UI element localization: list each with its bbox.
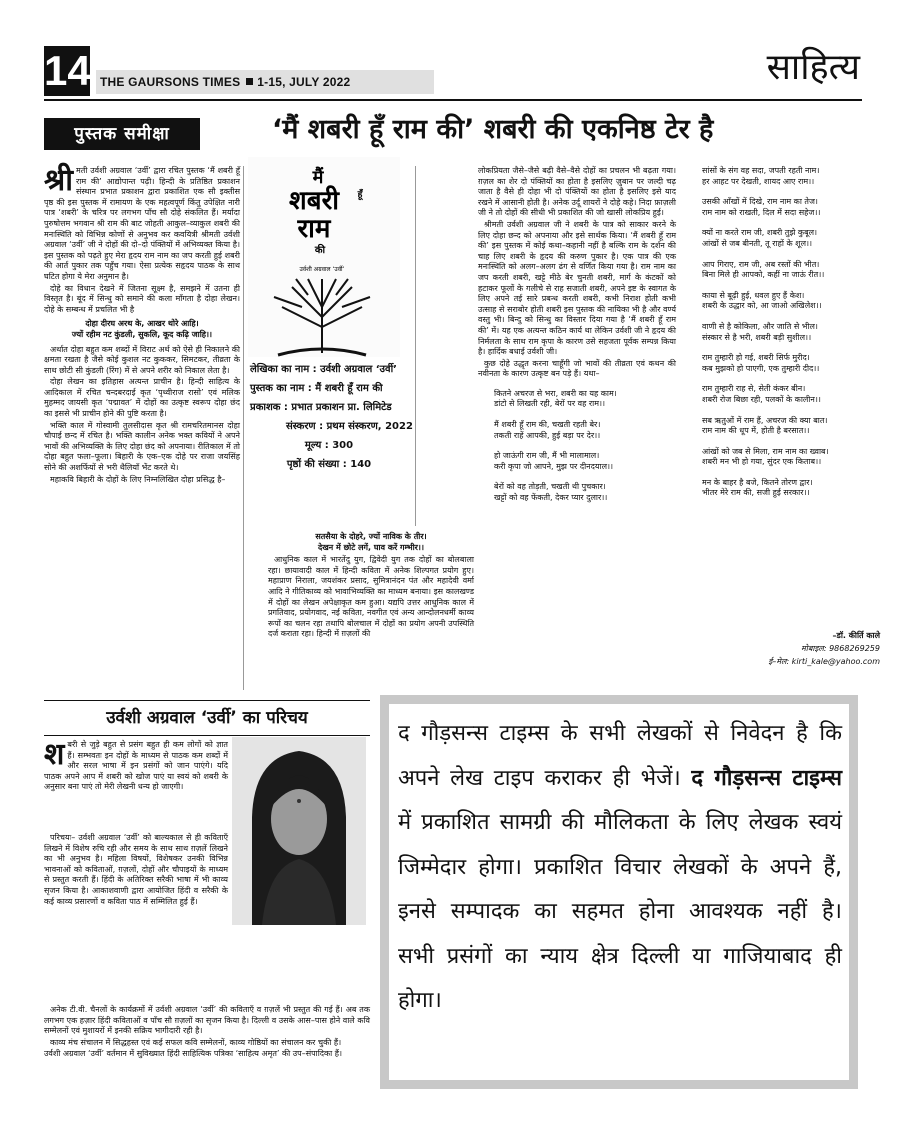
paragraph: कुछ दोहे उद्धृत करना चाहूँगी जो भावों की तीव्रता एवं कथन की नवीनता के कारण उत्कृष्ट बन पड़े हैं। यथा– — [478, 358, 676, 379]
verse: राम तुम्हारी राह से, सेती कंकर बीन। शबरी रोज बिछा रही, पलकों के कालीन।। — [702, 384, 821, 404]
author-portrait-image — [232, 737, 366, 925]
verse: मैं शबरी हूँ राम की, चखती रहती बेर। तकती राहें आपकी, हुई बड़ा पर देर।। — [494, 420, 601, 440]
quoted-couplet: दोहा दीरघ अरथ के, आखर थोरे आहि। ज्यों रहीम नट कुंडली, सुकलि, कूद कढ़ि जाहि।। — [71, 319, 213, 339]
cover-title-5: की — [314, 245, 326, 256]
square-bullet-icon — [246, 78, 253, 85]
issue-date: 1-15, JULY 2022 — [257, 75, 351, 89]
reviewer-name: –डॉ. कीर्ति काले — [832, 631, 880, 640]
verse: बेरों को वह तोड़ती, चखती थी पुचकार। खट्टों को वह फेंकती, देकर प्यार दुलार।। — [494, 482, 608, 503]
verse: आंखों को जब से मिला, राम नाम का ख्वाब। शबरी मन भी हो गया, सुंदर एक किताब।। — [702, 446, 829, 467]
bio-text — [44, 737, 228, 794]
paragraph: महाकवि बिहारी के दोहों के लिए निम्नलिखित दोहा प्रसिद्ध है– — [50, 474, 226, 484]
quoted-couplet: सतसैया के दोहरे, ज्यों नाविक के तीर। देखन में छोटे लगें, घाव करें गम्भीर।। — [315, 532, 427, 552]
review-column-4 — [702, 166, 872, 509]
paragraph: श्रीमती उर्वशी अग्रवाल जी ने शबरी के पात्र को साकार करने के लिए दोहा छन्द को अपनाया और इसे सार्थक किया। ‘मैं शबरी हूँ राम की’ इस पुस्तक में कोई कथा–कहानी नहीं है बल्कि राम के दर्शन की चाह लिए शबरी के हृदय की करुण पुकार है। एक पात्र की एक मनःस्थिति को अलग–अलग ढंग से वर्णित किया गया है। राम नाम का जप करती शबरी, खट्टे मीठे बेर चुनती शबरी, मार्ग के कंटकों को हटाकर फूलों के गलीचे से राह सजाती शबरी, अपने इष्ट के स्वागत के लिए अपने तई सारे प्रबन्ध करती शबरी, कभी निराश होती कभी उत्साह से सराबोर होती शबरी इस पुस्तक की नायिका भी है और वर्ण्य वस्तु भी। बिन्दु को सिन्धु का विस्तार दिया गया है ‘मैं शबरी हूँ राम की’ में। यह एक अत्यन्त कठिन कार्य था लेकिन उर्वशी जी ने हृदय की निर्मलता के साथ राम कृपा के कारण उसे सहजता पूर्वक सम्पन्न किया है। हार्दिक बधाई उर्वशी जी। — [478, 219, 676, 357]
verse: मन के बाहर है बजे, कितने तोरण द्वार। भीतर मेरे राम की, सजी हुई सरकार।। — [702, 477, 813, 498]
verse: कितने अचरज से भरा, शबरी का यह काम। डांटो से लिखती रही, बेरों पर वह राम।। — [494, 388, 617, 409]
column-divider — [243, 166, 244, 690]
paragraph: काव्य मंच संचालन में सिद्धहस्त एवं कई सफल कवि सम्मेलनों, काव्य गोष्ठियों का संचालन कर चुकी हैं। — [50, 1037, 342, 1047]
paragraph: अर्थात दोहा बहुत कम शब्दों में विराट अर्थ को ऐसे ही निकालने की क्षमता रखता है जैसे कोई कुशल नट कुककर, सिमटकर, तीव्रता के साथ छोटी सी कुंडली (रिंग) में से अपने शरीर को निकाल लेता है। — [44, 344, 240, 375]
review-column-3 — [478, 166, 676, 514]
notice-text: द गौड़सन्स टाइम्स के सभी लेखकों से निवेदन है कि अपने लेख टाइप कराकर ही भेजें। — [398, 721, 842, 791]
paragraph: दोहे का विधान देखने में जितना सूक्ष्म है, समझने में उतना ही विस्तृत है। बूंद में सिन्धु को समाने की कला माँगता है दोहा लेखन। दोहे के सम्बन्ध में प्रचलित भी है — [44, 283, 240, 314]
reviewer-email: ई–मेल: kirti_kale@yahoo.com — [768, 657, 880, 666]
author-photo — [232, 737, 366, 925]
verse: उसकी आँखों में दिखे, राम नाम का तेज। राम नाम को राखती, दिल में सदा सहेज।। — [702, 197, 821, 217]
paragraph: मती उर्वशी अग्रवाल ‘उर्वी’ द्वारा रचित पुस्तक ‘मैं शबरी हूँ राम की’ आद्योपान्त पढ़ी। हिन्दी के प्रतिष्ठित प्रकाशन संस्थान प्रभात प्रकाशन द्वारा प्रकाशित एक सौ इक्तीस पृष्ठ की इस पुस्तक में रामायण के एक महत्वपूर्ण किंतु उपेक्षित नारी पात्र ‘शबरी’ के चरित्र पर लगभग पाँच सौ दोहे संकलित हैं। मर्यादा पुरुषोत्तम भगवान श्री राम की बाट जोहती आकुल–व्याकुल शबरी की मनःस्थिति को विभिन्न कोणों से अनुभव कर कवयित्री श्रीमती उर्वशी अग्रवाल ‘उर्वी’ जी ने दोहों की दो–दो पंक्तियों में अभिव्यक्त किया है। इस पुस्तक को पढ़ते हुए मेरा हृदय राम नाम का जप करती हुई शबरी की आर्त पुकार तक पहुँच गया। ऐसा प्रत्येक सहृदय पाठक के साथ घटित होगा ये मेरा अनुमान है। — [44, 166, 240, 281]
verse: आप गिराए, राम जी, अब रस्तों की भीत। बिना मिले ही आपको, कहीं ना जाऊं रीत।। — [702, 259, 825, 280]
price-line: मूल्य : 300 — [304, 440, 354, 451]
bio-drop-cap: श — [44, 737, 65, 772]
cover-title-3: हूँ — [357, 190, 363, 200]
book-cover-art — [248, 157, 400, 357]
tree-illustration — [274, 279, 370, 355]
masthead-title: THE GAURSONS TIMES — [100, 75, 241, 89]
drop-cap: श्री — [44, 163, 74, 198]
verse: क्यों ना करते राम जी, शबरी तुझे कुबूल। आंखों से जब बीनती, तू राहों के शूल।। — [702, 228, 818, 248]
notice-text: में प्रकाशित सामग्री की मौलिकता के लिए लेखक स्वयं जिम्मेदार होगा। प्रकाशित विचार लेखकों के अपने हैं, इनसे सम्पादक का सहमत होना आवश्यक नहीं है। सभी प्रसंगों का न्याय क्षेत्र दिल्ली या गाजियाबाद ही होगा। — [398, 810, 842, 1013]
paragraph: अनेक टी.वी. चैनलों के कार्यक्रमों में उर्वशी अग्रवाल ‘उर्वी’ की कविताएँ व ग़ज़लें भी प्रस्तुत की गई हैं। अब तक लगभग एक हज़ार हिंदी कविताओं व पाँच सौ ग़ज़लों का सृजन किया है। दिल्ली व उसके आस–पास होने वाले कवि सम्मेलनों एवं मुशायरों में इनकी सक्रिय भागीदारी रही है। — [44, 1005, 370, 1036]
review-column-1 — [44, 163, 240, 486]
verse: राम तुम्हारी हो गई, शबरी सिर्फ मुरीद। कब मुझको हो पाएगी, एक तुम्हारी दीद।। — [702, 353, 820, 373]
reviewer-signature — [700, 629, 880, 668]
paragraph: लोकप्रियता जैसे–जैसे बढ़ी वैसे–वैसे दोहों का प्रचलन भी बढ़ता गया। ग़ज़ल का शेर दो पंक्तियों का होता है इसलिए ज़ुबान पर जल्दी चढ़ जाता है वैसे ही दोहा भी दो पंक्तियों का होता है इसलिए इसे याद रखने में आसानी होती है। अनेक उर्दू शायरों ने दोहे कहे। निदा फ़ाज़ली जी ने तो दोहों की सीधी भी प्रकाशित की जो खासी लोकप्रिय हुई। — [478, 166, 676, 218]
bio-title: उर्वशी अग्रवाल ‘उर्वी’ का परिचय — [44, 700, 370, 736]
book-info — [250, 360, 413, 474]
bio-text-3 — [44, 1005, 370, 1061]
cover-title-4: राम — [297, 214, 331, 244]
headline: ‘मैं शबरी हूँ राम की’ शबरी की एकनिष्ठ टेर है — [272, 114, 714, 145]
paragraph: दोहा लेखन का इतिहास अत्यन्त प्राचीन है। हिन्दी साहित्य के आदिकाल में रचित चन्दबरदाई कृत ‘पृथ्वीराज रासो’ एवं मलिक मुहम्मद जायसी कृत ‘पद्मावत’ में दोहों का उत्कृष्ट स्वरूप दोहा छंद का इससे भी प्राचीन होने की पुष्टि करता है। — [44, 377, 240, 419]
masthead — [96, 70, 434, 94]
verse: काया से बूढ़ी हुई, धवल हुए हैं केश। शबरी के उद्धार को, आ जाओ अखिलेश।। — [702, 290, 822, 311]
reviewer-mobile: मोबाइल: 9868269259 — [801, 644, 880, 653]
book-cover — [248, 157, 400, 357]
paragraph: भक्ति काल में गोस्वामी तुलसीदास कृत श्री रामचरितमानस दोहा चौपाई छन्द में रचित है। भक्ति कालीन अनेक भक्त कवियों ने अपने भावों की अभिव्यक्ति के लिए दोहा छंद को अपनाया। रीतिकाल में तो दोहा बहुत फला–फूला। बिहारी के एक–एक दोहे पर राजा जयसिंह सोने की अशर्फियों से भरी थैलियाँ भेंट करते थे। — [44, 420, 240, 473]
pages-line: पृष्ठों की संख्या : 140 — [286, 459, 372, 470]
author-line: लेखिका का नाम : उर्वशी अग्रवाल ‘उर्वी’ — [250, 364, 397, 375]
review-tag: पुस्तक समीक्षा — [44, 118, 200, 150]
paragraph: परिचयः– उर्वशी अग्रवाल ‘उर्वी’ को बाल्यकाल से ही कविताएँ लिखने में विशेष रुचि रही और समय के साथ साथ ग़ज़लें लिखने का भी अनुभव है। महिला विषयों, विशेषकर उनकी विभिन्न भावनाओं को कविताओं, ग़ज़लों, दोहों और चौपाइयों के माध्यम से प्रस्तुत करती हैं। हिंदी के अतिरिक्त सरैकी भाषा में भी काव्य सृजन किया है। आकाशवाणी द्वारा आयोजित हिंदी व सरैकी के कई काव्य प्रसारणों व कविता पाठ में सम्मिलित हुई हैं। — [44, 833, 228, 906]
verse: हो जाऊंगी राम जी, मैं भी मालामाल। करी कृपा जो आपने, मुझ पर दीनदयाल।। — [494, 451, 614, 471]
bio-text-2 — [44, 833, 228, 973]
section-title: साहित्य — [766, 47, 860, 88]
cover-title-2: शबरी — [289, 186, 339, 216]
verse: सांसों के संग वह सदा, जपती रहती नाम। हर आहट पर देखती, शायद आए राम।। — [702, 166, 820, 186]
review-column-2 — [268, 532, 474, 641]
verse: सब ऋतुओं में राम हैं, अचरज की क्या बात। राम नाम की धूप में, होती है बरसात।। — [702, 415, 828, 436]
title-line: पुस्तक का नाम : मैं शबरी हूँ राम की — [250, 383, 383, 394]
cover-title-1: मैं — [312, 167, 324, 188]
notice-brand: द गौड़सन्स टाइम्स — [691, 765, 842, 791]
editorial-notice — [398, 712, 842, 1024]
paragraph: उर्वशी अग्रवाल ‘उर्वी’ वर्तमान में सुविख्यात हिंदी साहित्यिक पत्रिका ‘साहित्य अमृत’ की उप–संपादिका हैं। — [44, 1049, 343, 1059]
header-divider — [44, 99, 862, 101]
paragraph: बरी से जुड़े बहुत से प्रसंग बहुत ही कम लोगों को ज्ञात हैं। सम्भवतः इन दोहों के माध्यम से पाठक कम शब्दों में और सरल भाषा में इन प्रसंगों को जान पाएंगे। यदि पाठक अपने आप में शबरी को खोज पाएं या स्वयं को शबरी के अनुसार बना पाएं तो मेरी लेखनी धन्य हो जाएगी। — [44, 740, 228, 792]
paragraph: आधुनिक काल में भारतेंदु युग, द्विवेदी युग तक दोहों का बोलबाला रहा। छायावादी काल में हिन्दी कविता में अनेक शिल्पगत प्रयोग हुए। महाप्राण निराला, जयशंकर प्रसाद, सुमित्रानंदन पंत और महादेवी वर्मा आदि ने गीतिकाव्य को भावाभिव्यक्ति का माध्यम बनाया। इस कालखण्ड में दोहों का लेखन अपेक्षाकृत कम हुआ। यद्यपि उत्तर आधुनिक काल में प्रगतिवाद, प्रयोगवाद, नई कविता, नवगीत एवं अन्य आन्दोलनधर्मी काव्य रूपों का चलन रहा तथापि बोलचाल में दोहों का प्रयोग अपनी उपस्थिति दर्ज कराता रहा। हिन्दी में ग़ज़लों की — [268, 555, 474, 639]
verse: वाणी से है कोकिला, और जाति से भील। संस्कार से है भरी, शबरी बड़ी सुशील।। — [702, 321, 818, 342]
publisher-line: प्रकाशक : प्रभात प्रकाशन प्रा. लिमिटेड — [250, 402, 392, 413]
edition-line: संस्करण : प्रथम संस्करण, 2022 — [286, 421, 413, 432]
column-divider — [415, 166, 416, 526]
page-number: 14 — [44, 47, 91, 94]
cover-author: उर्वशी अग्रवाल ‘उर्वी’ — [299, 266, 345, 273]
